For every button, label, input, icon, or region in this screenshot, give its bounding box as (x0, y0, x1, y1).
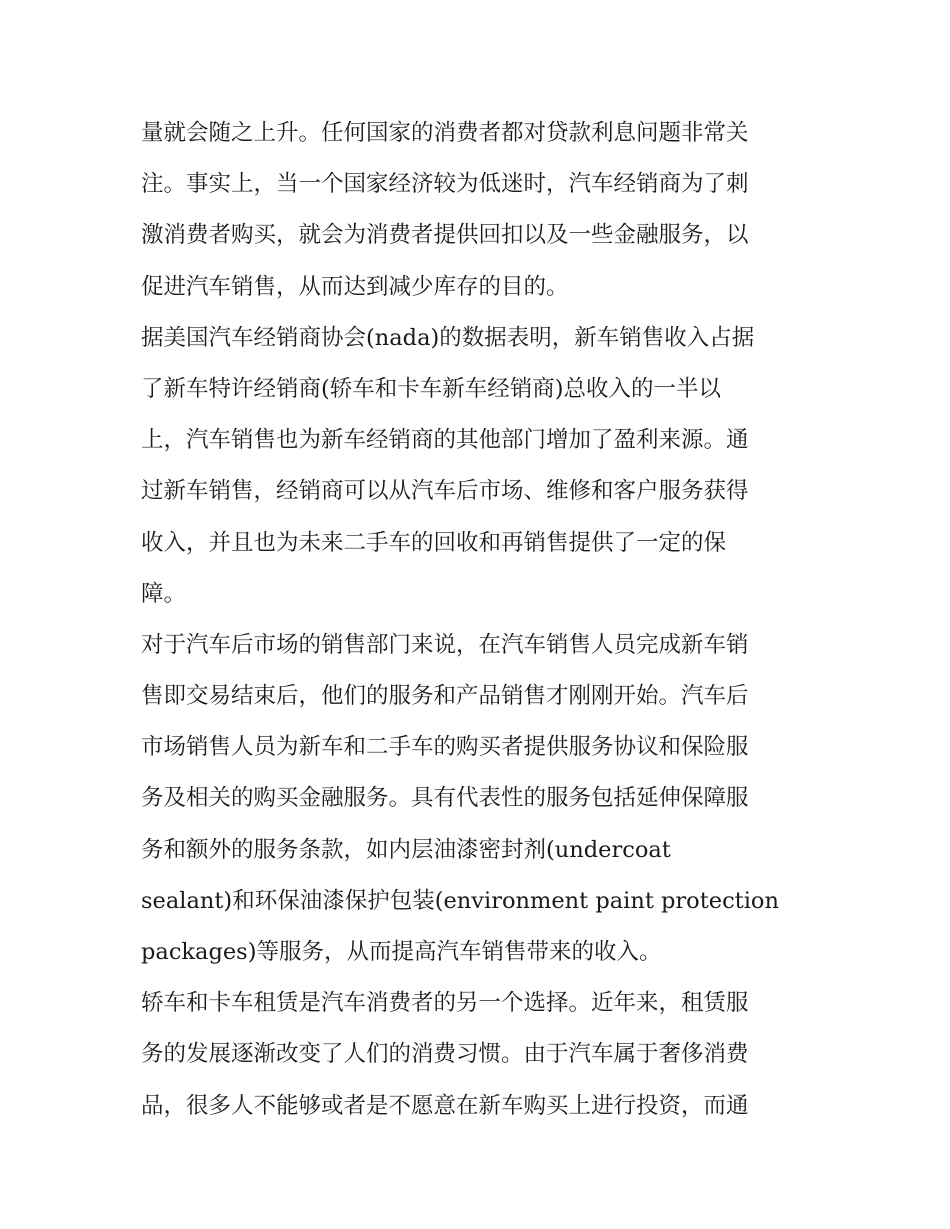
text-line: 收入，并且也为未来二手车的回收和再销售提供了一定的保 (141, 529, 727, 556)
text-line: 上，汽车销售也为新车经销商的其他部门增加了盈利来源。通 (141, 427, 749, 454)
text-line: 轿车和卡车租赁是汽车消费者的另一个选择。近年来，租赁服 (141, 990, 749, 1017)
paragraph-1 (141, 108, 821, 313)
paragraph-3 (141, 620, 821, 978)
text-line: 促进汽车销售，从而达到减少库存的目的。 (141, 273, 569, 300)
text-line: 务及相关的购买金融服务。具有代表性的服务包括延伸保障服 (141, 785, 749, 812)
text-line: 量就会随之上升。任何国家的消费者都对贷款利息问题非常关 (141, 120, 749, 146)
paragraph-4 (141, 978, 821, 1132)
text-line: 了新车特许经销商(轿车和卡车新车经销商)总收入的一半以 (141, 375, 722, 402)
text-line: 务的发展逐渐改变了人们的消费习惯。由于汽车属于奢侈消费 (141, 1041, 749, 1068)
text-line: 注。事实上，当一个国家经济较为低迷时，汽车经销商为了刺 (141, 171, 749, 198)
text-line: 品，很多人不能够或者是不愿意在新车购买上进行投资，而通 (141, 1092, 749, 1119)
text-line: 务和额外的服务条款，如内层油漆密封剂(undercoat (141, 836, 671, 863)
document-body (141, 108, 821, 1132)
text-line: 过新车销售，经销商可以从汽车后市场、维修和客户服务获得 (141, 478, 749, 505)
text-line: 据美国汽车经销商协会(nada)的数据表明，新车销售收入占据 (141, 324, 755, 351)
text-line: 售即交易结束后，他们的服务和产品销售才刚刚开始。汽车后 (141, 683, 749, 710)
text-line: 障。 (141, 580, 187, 607)
text-line: 对于汽车后市场的销售部门来说，在汽车销售人员完成新车销 (141, 631, 749, 658)
text-line: packages)等服务，从而提高汽车销售带来的收入。 (141, 939, 662, 965)
paragraph-2 (141, 313, 821, 620)
text-line: 激消费者购买，就会为消费者提供回扣以及一些金融服务，以 (141, 222, 749, 249)
text-line: sealant)和环保油漆保护包装(environment paint protection (141, 887, 779, 914)
text-line: 市场销售人员为新车和二手车的购买者提供服务协议和保险服 (141, 734, 749, 761)
